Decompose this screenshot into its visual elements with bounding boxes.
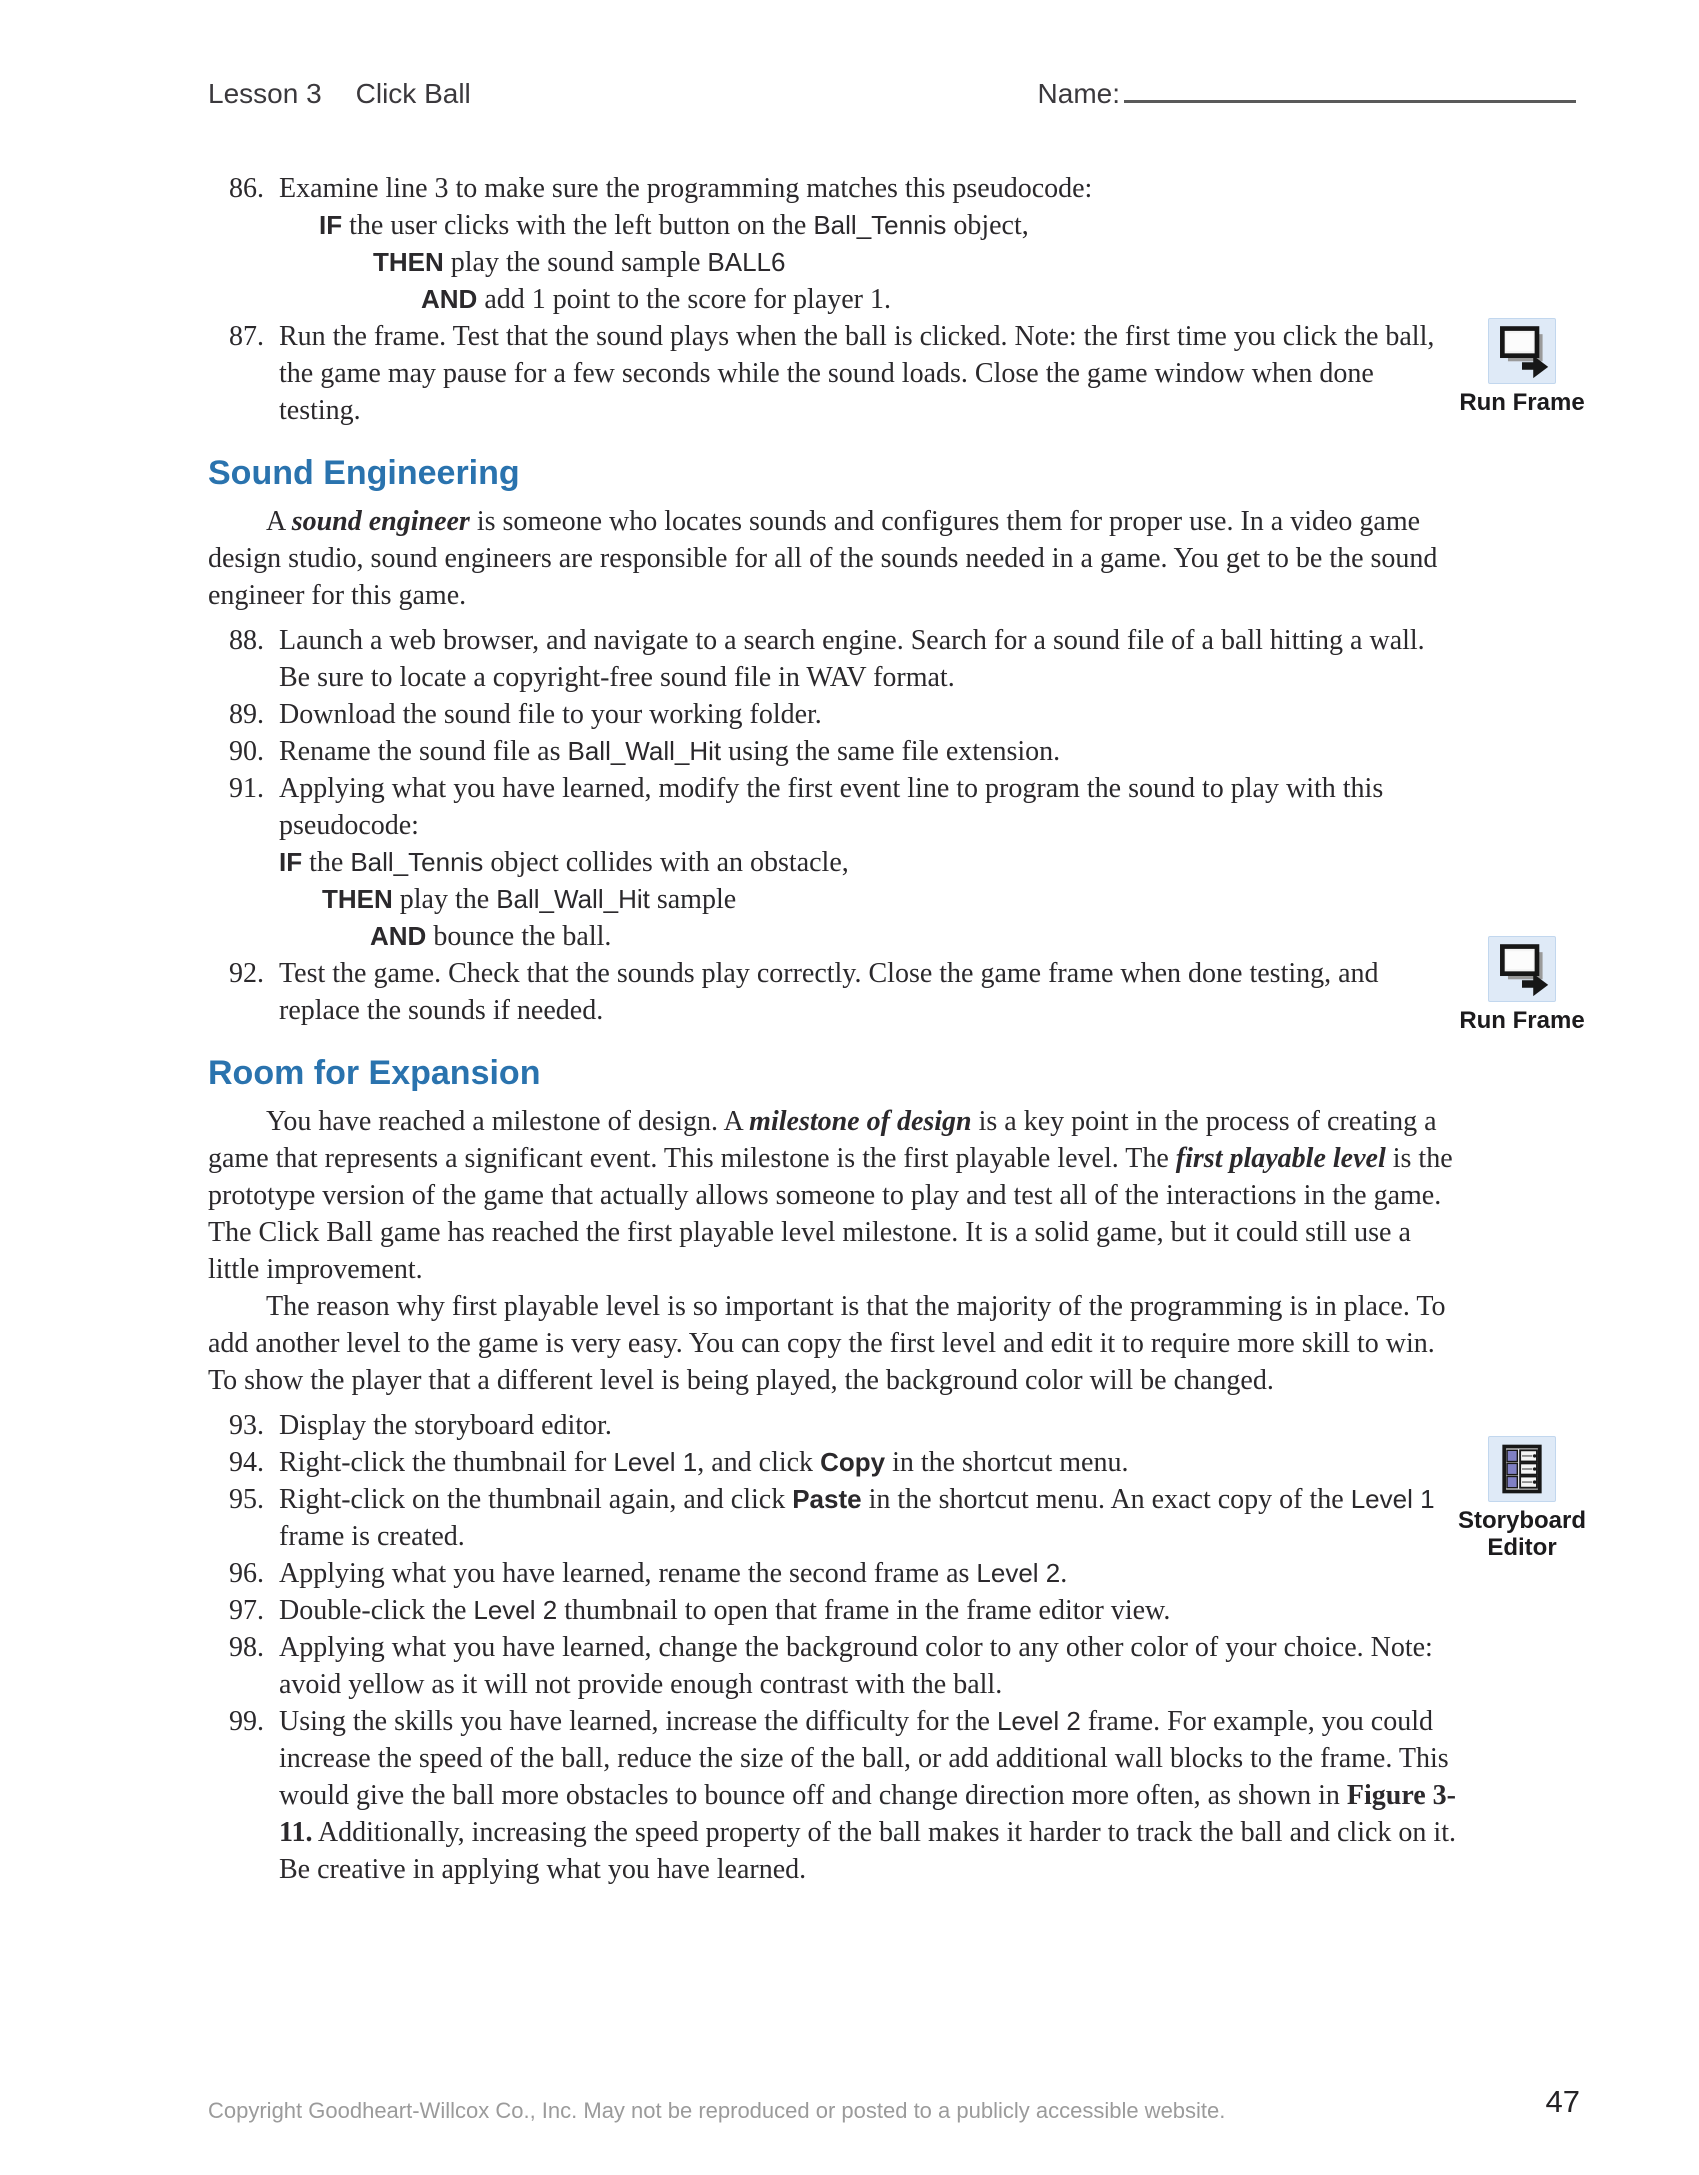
section-heading-sound-engineering: Sound Engineering bbox=[208, 454, 520, 492]
text-segment: add 1 point to the score for player 1. bbox=[477, 284, 891, 315]
list-number: 99. bbox=[229, 1706, 264, 1737]
text-segment: play the bbox=[392, 884, 497, 915]
text-segment: , and click bbox=[697, 1447, 821, 1478]
text-segment: AND bbox=[421, 284, 478, 314]
text-segment: is someone who locates sounds and configures them for proper use. In a video game design studio, sound engineers are responsible for all of the sounds needed in a game. You get to be the sound engineer for this game. bbox=[208, 506, 1438, 611]
list-text bbox=[279, 1410, 612, 1441]
storyboard-editor-label-line2: Editor bbox=[1487, 1534, 1557, 1561]
lesson-title: Click Ball bbox=[355, 78, 471, 109]
text-segment: Launch a web browser, and navigate to a search engine. Search for a sound file of a ball hitting a wall. Be sure to locate a copyright-free sound file in WAV format. bbox=[279, 625, 1425, 693]
storyboard-editor-callout bbox=[1442, 1436, 1602, 1561]
list-number: 93. bbox=[229, 1410, 264, 1441]
list-item-91 bbox=[208, 770, 1460, 844]
list-item-93 bbox=[208, 1407, 1460, 1444]
list-item-96 bbox=[208, 1555, 1460, 1592]
list-number: 89. bbox=[229, 699, 264, 730]
storyboard-editor-icon bbox=[1488, 1436, 1556, 1502]
text-segment: Level 2 bbox=[976, 1558, 1061, 1588]
storyboard-editor-icon-glyph bbox=[1492, 1440, 1552, 1498]
list-item-99 bbox=[208, 1703, 1460, 1888]
pseudocode-line bbox=[208, 881, 1460, 918]
list-text bbox=[279, 1558, 1067, 1589]
name-label: Name: bbox=[1037, 78, 1120, 109]
list-item-97 bbox=[208, 1592, 1460, 1629]
pseudocode-line bbox=[208, 918, 1460, 955]
text-segment: first playable level bbox=[1175, 1143, 1386, 1174]
text-segment: Ball_Tennis bbox=[350, 847, 484, 877]
page-content bbox=[208, 170, 1460, 1888]
list-item-88 bbox=[208, 622, 1460, 696]
list-item-87 bbox=[208, 318, 1460, 429]
pseudocode-line bbox=[208, 207, 1460, 244]
list-text bbox=[279, 625, 1425, 693]
text-segment: Double-click the bbox=[279, 1595, 474, 1626]
name-blank-line bbox=[1124, 70, 1576, 103]
text-segment: the user clicks with the left button on the bbox=[342, 210, 814, 241]
text-segment: Copy bbox=[820, 1447, 886, 1477]
text-segment: Applying what you have learned, change the background color to any other color of your choice. Note: avoid yellow as it will not provide enough contrast with the ball. bbox=[279, 1632, 1433, 1700]
text-segment: sound engineer bbox=[291, 506, 470, 537]
text-segment: You have reached a milestone of design. A bbox=[266, 1106, 750, 1137]
text-segment: The reason why first playable level is so important is that the majority of the programming is in place. To add another level to the game is very easy. You can copy the first level and edit it to require more skill to win. To show the player that a different level is being played, the background color will be changed. bbox=[208, 1291, 1446, 1396]
lesson-header bbox=[208, 78, 471, 110]
list-number: 90. bbox=[229, 736, 264, 767]
section-heading-room-for-expansion: Room for Expansion bbox=[208, 1054, 541, 1092]
list-number: 92. bbox=[229, 958, 264, 989]
pseudocode-line bbox=[208, 281, 1460, 318]
list-item-90 bbox=[208, 733, 1460, 770]
list-number: 98. bbox=[229, 1632, 264, 1663]
run-frame-icon-glyph bbox=[1492, 322, 1552, 380]
text-segment: Additionally, increasing the speed property of the ball makes it harder to track the ball and click on it. Be creative in applying what you have learned. bbox=[279, 1817, 1456, 1885]
text-segment: Level 2 bbox=[473, 1595, 558, 1625]
run-frame-label: Run Frame bbox=[1459, 1007, 1585, 1034]
text-segment: object collides with an obstacle, bbox=[483, 847, 849, 878]
list-text bbox=[279, 699, 822, 730]
text-segment: THEN bbox=[322, 884, 393, 914]
list-number: 86. bbox=[229, 173, 264, 204]
list-number: 91. bbox=[229, 773, 264, 804]
pseudocode-line bbox=[208, 244, 1460, 281]
pseudocode-line bbox=[208, 844, 1460, 881]
text-segment: Examine line 3 to make sure the programming matches this pseudocode: bbox=[279, 173, 1093, 204]
list-item-94 bbox=[208, 1444, 1460, 1481]
name-field bbox=[1038, 70, 1576, 110]
copyright-notice: Copyright Goodheart-Willcox Co., Inc. May not be reproduced or posted to a publicly accessible website. bbox=[208, 2098, 1226, 2123]
list-text bbox=[279, 958, 1379, 1026]
text-segment: the bbox=[302, 847, 351, 878]
list-text bbox=[279, 1484, 1435, 1552]
paragraph bbox=[208, 1288, 1460, 1399]
paragraph bbox=[208, 1103, 1460, 1288]
text-segment: IF bbox=[319, 210, 343, 240]
list-number: 94. bbox=[229, 1447, 264, 1478]
text-segment: AND bbox=[370, 921, 427, 951]
text-segment: frame is created. bbox=[279, 1521, 465, 1552]
text-segment: is the prototype version of the game that actually allows someone to play and test all of the interactions in the game. The Click Ball game has reached the first playable level milestone. It is a solid game, but it could still use a little improvement. bbox=[208, 1143, 1453, 1285]
text-segment: IF bbox=[279, 847, 303, 877]
text-segment: Display the storyboard editor. bbox=[279, 1410, 612, 1441]
run-frame-callout-2 bbox=[1442, 936, 1602, 1034]
list-item-86 bbox=[208, 170, 1460, 207]
text-segment: play the sound sample bbox=[443, 247, 708, 278]
text-segment: BALL6 bbox=[707, 247, 786, 277]
text-segment: bounce the ball. bbox=[426, 921, 612, 952]
run-frame-icon bbox=[1488, 936, 1556, 1002]
list-text bbox=[279, 1706, 1456, 1885]
text-segment: in the shortcut menu. An exact copy of the bbox=[861, 1484, 1351, 1515]
lesson-number: Lesson 3 bbox=[208, 78, 322, 109]
text-segment: Using the skills you have learned, increase the difficulty for the bbox=[279, 1706, 997, 1737]
list-text bbox=[279, 321, 1434, 426]
list-number: 87. bbox=[229, 321, 264, 352]
text-segment: Run the frame. Test that the sound plays when the ball is clicked. Note: the first time you click the ball, the game may pause for a few seconds while the sound loads. Close the game window when done testing. bbox=[279, 321, 1435, 426]
text-segment: milestone of design bbox=[749, 1106, 972, 1137]
text-segment: . bbox=[1060, 1558, 1068, 1589]
list-text bbox=[279, 1595, 1170, 1626]
list-number: 95. bbox=[229, 1484, 264, 1515]
run-frame-label: Run Frame bbox=[1459, 389, 1585, 416]
list-number: 97. bbox=[229, 1595, 264, 1626]
text-segment: using the same file extension. bbox=[721, 736, 1061, 767]
run-frame-icon-glyph bbox=[1492, 940, 1552, 998]
text-segment: A bbox=[266, 506, 292, 537]
text-segment: in the shortcut menu. bbox=[885, 1447, 1129, 1478]
list-item-92 bbox=[208, 955, 1460, 1029]
list-text bbox=[279, 173, 1092, 204]
list-number: 96. bbox=[229, 1558, 264, 1589]
text-segment: THEN bbox=[373, 247, 444, 277]
text-segment: Level 2 bbox=[996, 1706, 1081, 1736]
list-item-89 bbox=[208, 696, 1460, 733]
page-header bbox=[208, 70, 1576, 110]
text-segment: sample bbox=[649, 884, 737, 915]
list-item-95 bbox=[208, 1481, 1460, 1555]
text-segment: Ball_Wall_Hit bbox=[496, 884, 650, 914]
text-segment: Figure 3-11. bbox=[279, 1780, 1456, 1848]
text-segment: Test the game. Check that the sounds play correctly. Close the game frame when done testing, and replace the sounds if needed. bbox=[279, 958, 1379, 1026]
text-segment: Level 1 bbox=[613, 1447, 698, 1477]
paragraph bbox=[208, 503, 1460, 614]
text-segment: Download the sound file to your working folder. bbox=[279, 699, 822, 730]
text-segment: Ball_Tennis bbox=[813, 210, 947, 240]
text-segment: Ball_Wall_Hit bbox=[567, 736, 722, 766]
text-segment: thumbnail to open that frame in the frame editor view. bbox=[557, 1595, 1171, 1626]
list-text bbox=[279, 1632, 1433, 1700]
text-segment: Rename the sound file as bbox=[279, 736, 568, 767]
text-segment: is a key point in the process of creating a game that represents a significant event. This milestone is the first playable level. The bbox=[208, 1106, 1437, 1174]
text-segment: frame. For example, you could increase the speed of the ball, reduce the size of the ball, or add additional wall blocks to the frame. This would give the ball more obstacles to bounce off and change direction more often, as shown in bbox=[279, 1706, 1449, 1811]
list-text bbox=[279, 736, 1060, 767]
page-number: 47 bbox=[1545, 2084, 1580, 2119]
storyboard-editor-label-line1: Storyboard bbox=[1457, 1507, 1586, 1534]
text-segment: Right-click on the thumbnail again, and click bbox=[279, 1484, 793, 1515]
list-text bbox=[279, 1447, 1128, 1478]
list-item-98 bbox=[208, 1629, 1460, 1703]
text-segment: object, bbox=[946, 210, 1029, 241]
list-number: 88. bbox=[229, 625, 264, 656]
run-frame-callout-1 bbox=[1442, 318, 1602, 416]
text-segment: Paste bbox=[792, 1484, 862, 1514]
text-segment: Right-click the thumbnail for bbox=[279, 1447, 614, 1478]
list-text bbox=[279, 773, 1383, 841]
text-segment: Level 1 bbox=[1350, 1484, 1435, 1514]
text-segment: Applying what you have learned, modify the first event line to program the sound to play with this pseudocode: bbox=[279, 773, 1384, 841]
text-segment: Applying what you have learned, rename the second frame as bbox=[279, 1558, 977, 1589]
run-frame-icon bbox=[1488, 318, 1556, 384]
